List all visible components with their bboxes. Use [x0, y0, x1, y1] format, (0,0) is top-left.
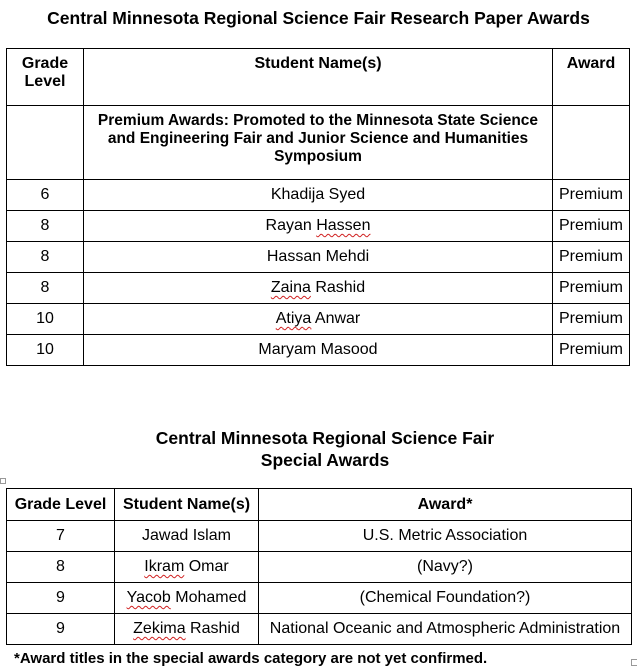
grade-cell: 8: [7, 211, 84, 242]
award-header: Award: [553, 49, 630, 106]
student-names-header: Student Name(s): [84, 49, 553, 106]
premium-awards-note: Premium Awards: Promoted to the Minnesota State Science and Engineering Fair and Junior Science and Humanities Symposium: [84, 106, 553, 180]
table-row: [7, 242, 630, 273]
student-names-header: Student Name(s): [115, 489, 259, 521]
grade-cell: 10: [7, 304, 84, 335]
table-anchor-icon[interactable]: [0, 478, 6, 484]
grade-cell: 8: [7, 242, 84, 273]
student-name-cell: Khadija Syed: [84, 180, 553, 211]
table-row: [7, 521, 632, 552]
table-row: [7, 211, 630, 242]
award-cell: U.S. Metric Association: [259, 521, 632, 552]
grade-cell: 8: [7, 552, 115, 583]
grade-level-header: Grade Level: [7, 489, 115, 521]
award-cell: Premium: [553, 242, 630, 273]
student-name-cell: Maryam Masood: [84, 335, 553, 366]
student-name-cell: Zaina Rashid: [84, 273, 553, 304]
grade-level-header: Grade Level: [7, 49, 84, 106]
table-row: [7, 304, 630, 335]
special-awards-title-line1: Central Minnesota Regional Science Fair: [155, 428, 495, 448]
research-awards-title: Central Minnesota Regional Science Fair Research Paper Awards: [47, 8, 590, 28]
grade-cell: 6: [7, 180, 84, 211]
premium-note-row: [7, 106, 630, 180]
research-awards-table: [6, 48, 630, 366]
table-row: [7, 180, 630, 211]
table-resize-handle[interactable]: [631, 659, 637, 666]
table-row: [7, 552, 632, 583]
special-awards-title-line2: Special Awards: [260, 450, 390, 470]
award-cell: Premium: [553, 180, 630, 211]
table-row: [7, 583, 632, 614]
award-cell: Premium: [553, 335, 630, 366]
award-cell: (Navy?): [259, 552, 632, 583]
grade-cell: 9: [7, 614, 115, 645]
student-name-cell: Ikram Omar: [115, 552, 259, 583]
award-cell: (Chemical Foundation?): [259, 583, 632, 614]
table-header-row: [7, 489, 632, 521]
student-name-cell: Rayan Hassen: [84, 211, 553, 242]
student-name-cell: Atiya Anwar: [84, 304, 553, 335]
award-header: Award*: [259, 489, 632, 521]
grade-cell: 7: [7, 521, 115, 552]
award-cell: Premium: [553, 211, 630, 242]
grade-cell: 8: [7, 273, 84, 304]
special-awards-table: [6, 488, 632, 645]
student-name-cell: Jawad Islam: [115, 521, 259, 552]
table-header-row: [7, 49, 630, 106]
footnote: *Award titles in the special awards category are not yet confirmed.: [14, 650, 488, 667]
student-name-cell: Hassan Mehdi: [84, 242, 553, 273]
student-name-cell: Yacob Mohamed: [115, 583, 259, 614]
award-cell: Premium: [553, 273, 630, 304]
grade-cell: 9: [7, 583, 115, 614]
table-row: [7, 273, 630, 304]
award-cell: Premium: [553, 304, 630, 335]
grade-cell: 10: [7, 335, 84, 366]
student-name-cell: Zekima Rashid: [115, 614, 259, 645]
award-cell: National Oceanic and Atmospheric Administration: [259, 614, 632, 645]
table-row: [7, 614, 632, 645]
table-row: [7, 335, 630, 366]
